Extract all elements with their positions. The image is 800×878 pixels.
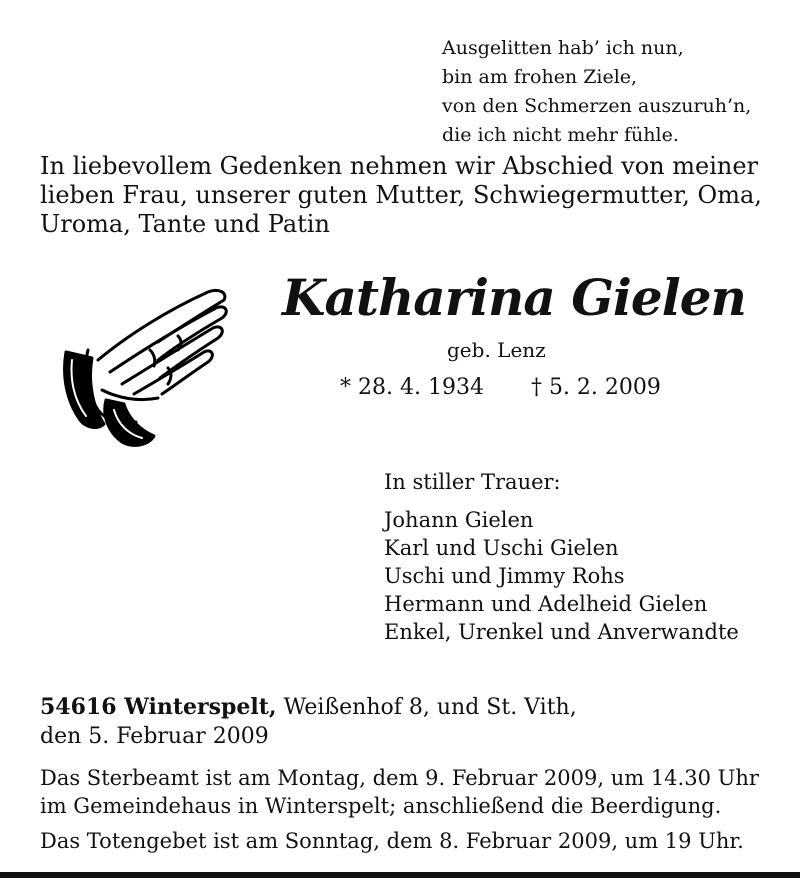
address-street: Weißenhof 8, und St. Vith, (276, 695, 577, 720)
mourner-name: Hermann und Adelheid Gielen (384, 592, 708, 616)
date-line: den 5. Februar 2009 (40, 724, 269, 749)
service-note: Das Sterbeamt ist am Montag, dem 9. Februar 2009, um 14.30 Uhr im Gemeindehaus in Winterspelt; anschließend die Beerdigung. (40, 766, 759, 818)
birth-date: * 28. 4. 1934 (340, 375, 484, 400)
praying-hands-icon (58, 280, 233, 450)
poem-line: Ausgelitten hab’ ich nun, (442, 37, 684, 59)
address-block (40, 693, 577, 751)
bottom-border (0, 872, 800, 878)
deceased-name: Katharina Gielen (282, 268, 746, 327)
mourners-list (384, 506, 739, 646)
address-line (40, 693, 577, 722)
mourners-heading: In stiller Trauer: (384, 470, 561, 494)
mourner-name: Enkel, Urenkel und Anverwandte (384, 620, 739, 644)
mourner-name: Johann Gielen (384, 508, 534, 532)
address-town: 54616 Winterspelt, (40, 694, 277, 720)
poem (442, 34, 751, 150)
mourner-name: Uschi und Jimmy Rohs (384, 564, 625, 588)
prayer-note: Das Totengebet ist am Sonntag, dem 8. Februar 2009, um 19 Uhr. (40, 829, 744, 853)
life-dates (340, 375, 661, 400)
maiden-name: geb. Lenz (447, 338, 546, 362)
poem-line: von den Schmerzen auszuruh’n, (442, 95, 752, 117)
mourner-name: Karl und Uschi Gielen (384, 536, 619, 560)
poem-line: bin am frohen Ziele, (442, 66, 638, 88)
death-date: † 5. 2. 2009 (530, 375, 661, 400)
poem-line: die ich nicht mehr fühle. (442, 124, 679, 146)
intro-text: In liebevollem Gedenken nehmen wir Abschied von meiner lieben Frau, unserer guten Mutter, Schwiegermutter, Oma, Uroma, Tante und Patin (40, 152, 762, 238)
